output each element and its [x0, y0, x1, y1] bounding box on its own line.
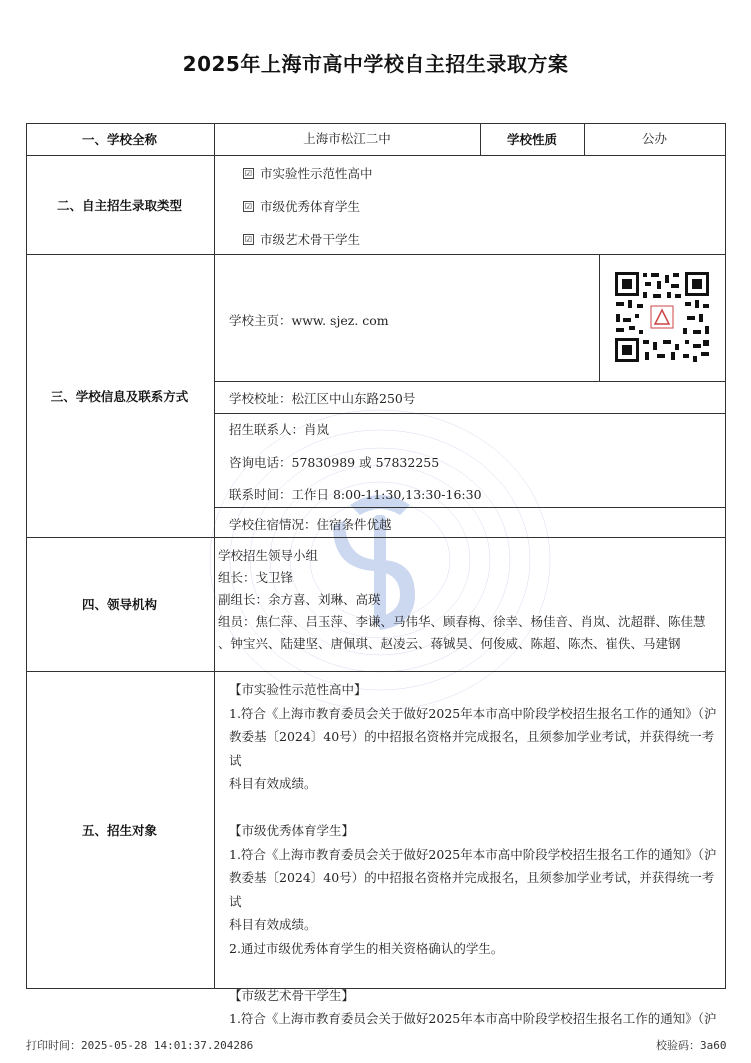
label-contact-info: 三、学校信息及联系方式	[50, 388, 189, 404]
targets-text	[229, 678, 719, 1031]
phone-text: 咨询电话：57830989 或 57832255	[229, 455, 440, 470]
label-leadership: 四、领导机构	[81, 597, 157, 612]
target-line: 科目有效成绩。	[229, 917, 317, 932]
label-targets: 五、招生对象	[81, 822, 157, 838]
checkbox-checked-icon: ☑	[244, 202, 253, 211]
dorm-text: 学校住宿情况：住宿条件优越	[229, 517, 392, 532]
school-type-value: 公办	[641, 131, 667, 146]
address-text: 学校校址：松江区中山东路250号	[229, 391, 416, 406]
leadership-line: 组长：戈卫锋	[218, 570, 294, 585]
target-line: 【市实验性示范性高中】	[229, 682, 367, 697]
leadership-line: 组员：焦仁萍、吕玉萍、李谦、马伟华、顾春梅、徐幸、杨佳音、肖岚、沈超群、陈佳慧	[218, 614, 706, 629]
checkbox-checked-icon: ☑	[244, 235, 253, 244]
checkbox-checked-icon: ☑	[244, 169, 253, 178]
print-time: 打印时间：2025-05-28 14:01:37.204286	[26, 1039, 254, 1052]
contact-person-text: 招生联系人：肖岚	[229, 422, 330, 437]
leadership-line: 、钟宝兴、陆建坚、唐佩琪、赵凌云、蒋铖昊、何俊威、陈超、陈杰、崔佚、马建钢	[218, 636, 681, 651]
homepage-text: 学校主页：www. sjez. com	[229, 313, 389, 328]
label-admission-types: 二、自主招生录取类型	[56, 197, 182, 213]
target-line: 【市级艺术骨干学生】	[229, 987, 355, 1003]
page-title: 2025年上海市高中学校自主招生录取方案	[182, 52, 569, 76]
admission-type-item: ☑ 市级艺术骨干学生	[244, 232, 361, 247]
leadership-line: 副组长：余方喜、刘琳、高瑛	[218, 592, 381, 607]
target-line: 【市级优秀体育学生】	[229, 823, 355, 838]
target-line: 1.符合《上海市教育委员会关于做好2025年本市高中阶段学校招生报名工作的通知》（沪	[229, 705, 717, 721]
target-line	[229, 960, 719, 984]
checksum: 校验码：3a60	[656, 1039, 727, 1052]
target-line: 1.符合《上海市教育委员会关于做好2025年本市高中阶段学校招生报名工作的通知》（沪	[229, 846, 717, 862]
admission-type-item: ☑ 市实验性示范性高中	[244, 166, 373, 181]
label-school-type: 学校性质	[506, 132, 557, 147]
target-line: 2.通过市级优秀体育学生的相关资格确认的学生。	[229, 940, 504, 956]
contact-time-text: 联系时间：工作日 8:00-11:30,13:30-16:30	[229, 487, 482, 502]
target-line: 1.符合《上海市教育委员会关于做好2025年本市高中阶段学校招生报名工作的通知》（沪	[229, 1011, 717, 1026]
target-line: 教委基〔2024〕40号）的中招报名资格并完成报名，且须参加学业考试，并获得统一考试	[229, 870, 715, 909]
admission-type-item: ☑ 市级优秀体育学生	[244, 199, 361, 214]
label-school-name: 一、学校全称	[81, 132, 157, 147]
target-line	[229, 796, 719, 820]
target-line: 教委基〔2024〕40号）的中招报名资格并完成报名，且须参加学业考试，并获得统一考试	[229, 729, 715, 768]
leadership-line: 学校招生领导小组	[218, 548, 319, 563]
target-line: 科目有效成绩。	[229, 776, 317, 791]
qr-code-icon	[613, 270, 711, 364]
leadership-list	[218, 545, 708, 655]
school-name-value: 上海市松江二中	[303, 131, 391, 146]
